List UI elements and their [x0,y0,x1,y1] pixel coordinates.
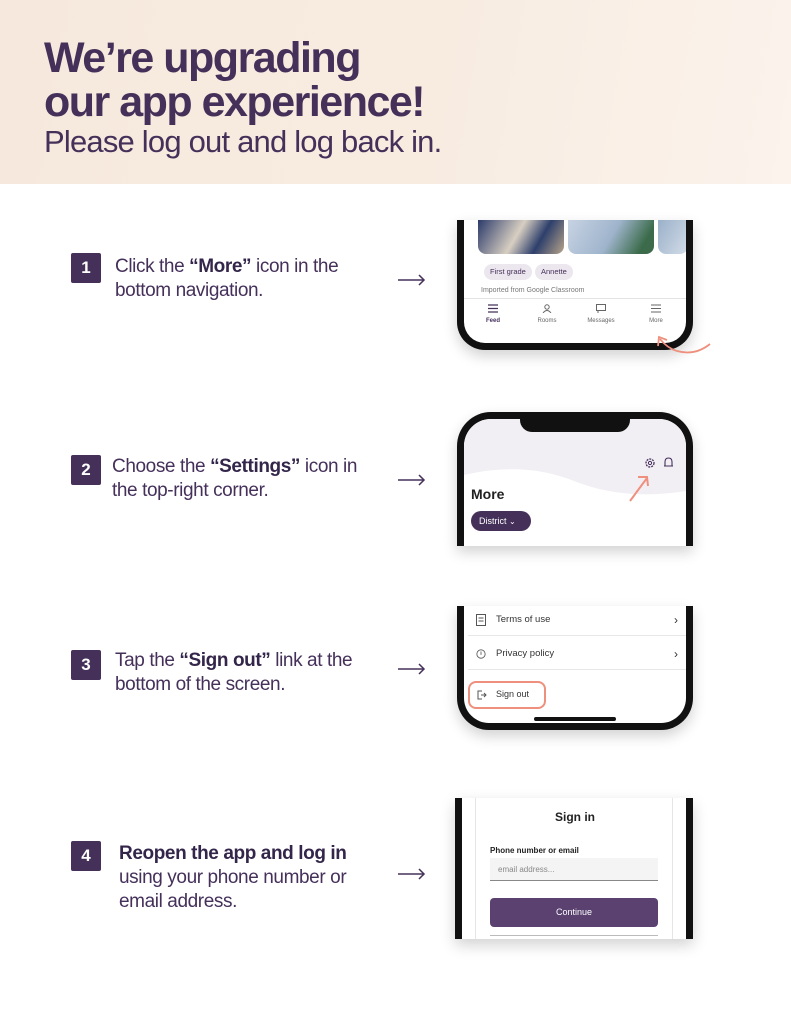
info-icon [476,648,486,660]
step-instruction: Tap the “Sign out” link at the bottom of the screen. [115,650,353,695]
nav-item-messages[interactable]: Messages [581,304,621,324]
rooms-icon [542,304,552,313]
phone-screenshot-more [457,412,693,546]
divider [490,935,658,936]
settings-row-terms[interactable]: Terms of use › [468,606,686,636]
page-title [44,36,424,124]
chevron-right-icon: › [674,613,678,627]
post-photos [478,220,688,254]
gear-icon[interactable] [644,457,656,469]
title-line-1: We’re upgrading [44,34,360,82]
document-icon [476,614,486,626]
bottom-navigation [464,298,686,328]
step-number: 2 [71,455,101,485]
screen-heading: More [471,486,505,502]
photo [568,220,654,254]
home-indicator [534,717,616,721]
tag-chip[interactable]: Annette [535,264,573,280]
bell-icon[interactable] [663,457,674,469]
arrow-right-icon [398,868,426,880]
continue-button[interactable]: Continue [490,898,658,927]
sign-out-icon [477,690,487,700]
signin-title: Sign in [555,810,595,824]
messages-icon [596,304,606,313]
pointer-arrow-icon [655,330,713,356]
phone-screenshot-settings [457,606,693,730]
settings-row-privacy[interactable]: Privacy policy › [468,640,686,670]
step-instruction: Reopen the app and log in using your phone number or email address. [119,843,347,912]
email-field[interactable]: email address... [490,858,658,881]
hero-banner [0,0,791,184]
photo [478,220,564,254]
nav-item-rooms[interactable]: Rooms [527,304,567,324]
nav-item-feed[interactable]: Feed [473,304,513,324]
phone-frame [686,798,693,939]
page-subtitle: Please log out and log back in. [44,124,442,159]
phone-notch [520,412,630,432]
phone-frame [455,798,462,939]
step-number: 4 [71,841,101,871]
arrow-right-icon [398,663,426,675]
signin-panel [475,798,673,939]
phone-screenshot-signin [455,798,693,939]
imported-note: Imported from Google Classroom [481,287,585,294]
menu-icon [651,304,661,313]
chevron-right-icon: › [674,647,678,661]
district-dropdown[interactable]: District ⌄ [471,511,531,531]
feed-icon [488,304,498,313]
field-label: Phone number or email [490,846,579,855]
chevron-down-icon: ⌄ [509,517,516,526]
step-instruction: Choose the “Settings” icon in the top-right corner. [112,456,358,501]
title-line-2: our app experience! [44,78,425,126]
nav-item-more[interactable]: More [636,304,676,324]
pointer-arrow-icon [627,473,653,503]
arrow-right-icon [398,274,426,286]
sign-out-link[interactable]: Sign out [468,681,546,709]
photo [658,220,688,254]
step-number: 1 [71,253,101,283]
step-number: 3 [71,650,101,680]
tag-chip[interactable]: First grade [484,264,532,280]
arrow-right-icon [398,474,426,486]
step-instruction: Click the “More” icon in the bottom navigation. [115,256,339,301]
